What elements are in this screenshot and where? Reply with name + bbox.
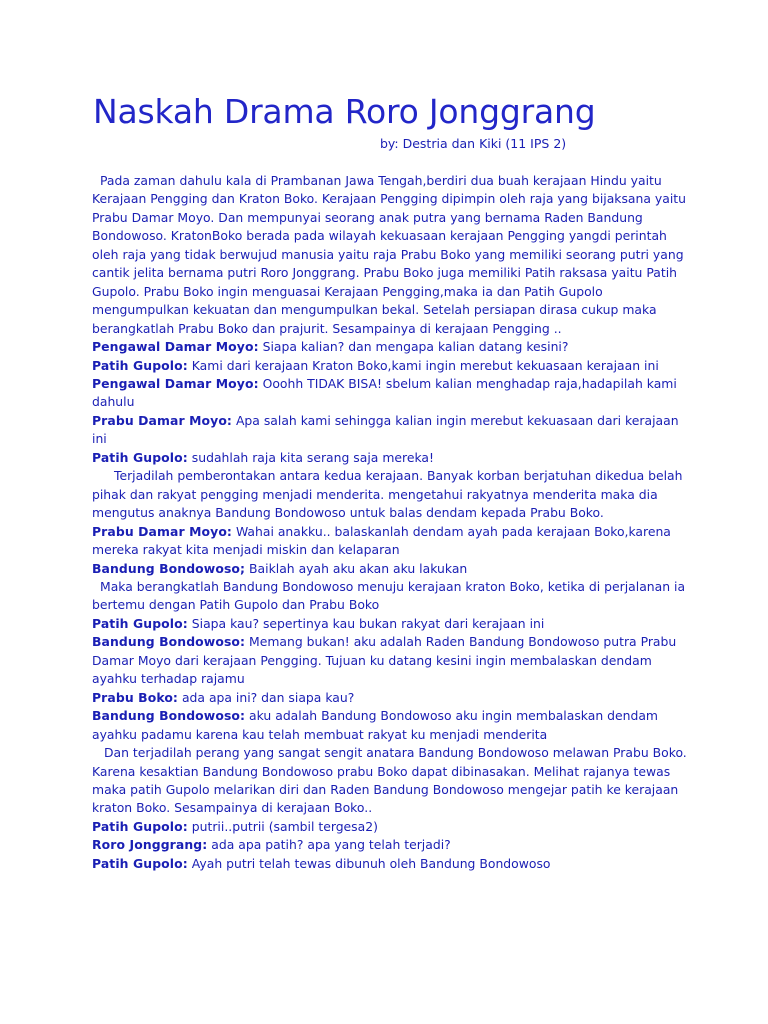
speaker-name: Patih Gupolo: bbox=[92, 615, 188, 631]
dialogue-text: Apa salah kami sehingga kalian ingin merebut kekuasaan dari kerajaan ini bbox=[92, 412, 679, 447]
dialogue-text: putrii..putrii (sambil tergesa2) bbox=[191, 818, 378, 834]
dialogue-line bbox=[92, 560, 692, 578]
narration-paragraph: Dan terjadilah perang yang sangat sengit anatara Bandung Bondowoso melawan Prabu Boko. Karena kesaktian Bandung Bondowoso prabu Boko dapat dibinasakan. Melihat rajanya tewas maka patih Gupolo melarikan diri dan Raden Bandung Bondowoso mengejar patih ke kerajaan kraton Boko. Sesampainya di kerajaan Boko.. bbox=[92, 745, 687, 816]
speaker-name: Bandung Bondowoso; bbox=[92, 560, 246, 576]
page-title: Naskah Drama Roro Jonggrang bbox=[93, 92, 596, 131]
dialogue-text: ada apa ini? dan siapa kau? bbox=[181, 689, 355, 705]
speaker-name: Prabu Damar Moyo: bbox=[92, 412, 232, 428]
dialogue-line bbox=[92, 707, 692, 744]
script-body bbox=[92, 172, 692, 873]
dialogue-line bbox=[92, 689, 692, 707]
narration-paragraph: Terjadilah pemberontakan antara kedua kerajaan. Banyak korban berjatuhan dikedua belah pihak dan rakyat pengging menjadi menderita. mengetahui rakyatnya menderita maka dia mengutus anaknya Bandung Bondowoso untuk balas dendam kepada Prabu Boko. bbox=[92, 468, 683, 521]
speaker-name: Patih Gupolo: bbox=[92, 818, 188, 834]
speaker-name: Pengawal Damar Moyo: bbox=[92, 375, 259, 391]
speaker-name: Bandung Bondowoso: bbox=[92, 634, 246, 650]
speaker-name: Patih Gupolo: bbox=[92, 449, 188, 465]
dialogue-text: ada apa patih? apa yang telah terjadi? bbox=[211, 837, 451, 853]
dialogue-line bbox=[92, 338, 692, 356]
dialogue-text: Ayah putri telah tewas dibunuh oleh Bandung Bondowoso bbox=[191, 855, 551, 871]
dialogue-text: Memang bukan! aku adalah Raden Bandung Bondowoso putra Prabu Damar Moyo dari kerajaan Pengging. Tujuan ku datang kesini ingin membalaskan dendam ayahku terhadap rajamu bbox=[92, 634, 677, 687]
dialogue-text: Siapa kalian? dan mengapa kalian datang kesini? bbox=[262, 339, 569, 355]
dialogue-line bbox=[92, 412, 692, 449]
narration-paragraph: Maka berangkatlah Bandung Bondowoso menuju kerajaan kraton Boko, ketika di perjalanan ia bertemu dengan Patih Gupolo dan Prabu Boko bbox=[92, 578, 686, 613]
speaker-name: Patih Gupolo: bbox=[92, 357, 188, 373]
dialogue-line bbox=[92, 375, 692, 412]
dialogue-line bbox=[92, 836, 692, 854]
dialogue-text: aku adalah Bandung Bondowoso aku ingin membalaskan dendam ayahku padamu karena kau telah membuat rakyat ku menjadi menderita bbox=[92, 708, 658, 742]
dialogue-line bbox=[92, 633, 692, 688]
dialogue-line bbox=[92, 615, 692, 633]
dialogue-line bbox=[92, 523, 692, 560]
dialogue-line bbox=[92, 449, 692, 467]
speaker-name: Patih Gupolo: bbox=[92, 855, 188, 871]
speaker-name: Pengawal Damar Moyo: bbox=[92, 339, 259, 355]
dialogue-line bbox=[92, 357, 692, 375]
speaker-name: Roro Jonggrang: bbox=[92, 837, 208, 853]
dialogue-text: Wahai anakku.. balaskanlah dendam ayah pada kerajaan Boko,karena mereka rakyat kita menjadi miskin dan kelaparan bbox=[92, 523, 671, 558]
dialogue-line bbox=[92, 855, 692, 873]
speaker-name: Prabu Boko: bbox=[92, 689, 178, 705]
speaker-name: Bandung Bondowoso: bbox=[92, 708, 246, 724]
speaker-name: Prabu Damar Moyo: bbox=[92, 523, 232, 539]
dialogue-line bbox=[92, 818, 692, 836]
narration-paragraph: Pada zaman dahulu kala di Prambanan Jawa Tengah,berdiri dua buah kerajaan Hindu yaitu Kerajaan Pengging dan Kraton Boko. Kerajaan Pengging dipimpin oleh raja yang bijaksana yaitu Prabu Damar Moyo. Dan mempunyai seorang anak putra yang bernama Raden Bandung Bondowoso. KratonBoko berada pada wilayah kekuasaan kerajaan Pengging yangdi perintah oleh raja yang tidak berwujud manusia yaitu raja Prabu Boko yang memiliki seorang putri yang cantik jelita bernama putri Roro Jonggrang. Prabu Boko juga memiliki Patih raksasa yaitu Patih Gupolo. Prabu Boko ingin menguasai Kerajaan Pengging,maka ia dan Patih Gupolo mengumpulkan kekuatan dan mengumpulkan bekal. Setelah persiapan dirasa cukup maka berangkatlah Prabu Boko dan prajurit. Sesampainya di kerajaan Pengging .. bbox=[92, 173, 686, 336]
dialogue-text: Ooohh TIDAK BISA! sbelum kalian menghadap raja,hadapilah kami dahulu bbox=[92, 375, 677, 410]
dialogue-text: sudahlah raja kita serang saja mereka! bbox=[191, 449, 434, 465]
byline: by: Destria dan Kiki (11 IPS 2) bbox=[380, 136, 567, 151]
dialogue-text: Siapa kau? sepertinya kau bukan rakyat dari kerajaan ini bbox=[191, 615, 545, 631]
dialogue-text: Kami dari kerajaan Kraton Boko,kami ingin merebut kekuasaan kerajaan ini bbox=[191, 357, 659, 373]
dialogue-text: Baiklah ayah aku akan aku lakukan bbox=[249, 560, 468, 576]
